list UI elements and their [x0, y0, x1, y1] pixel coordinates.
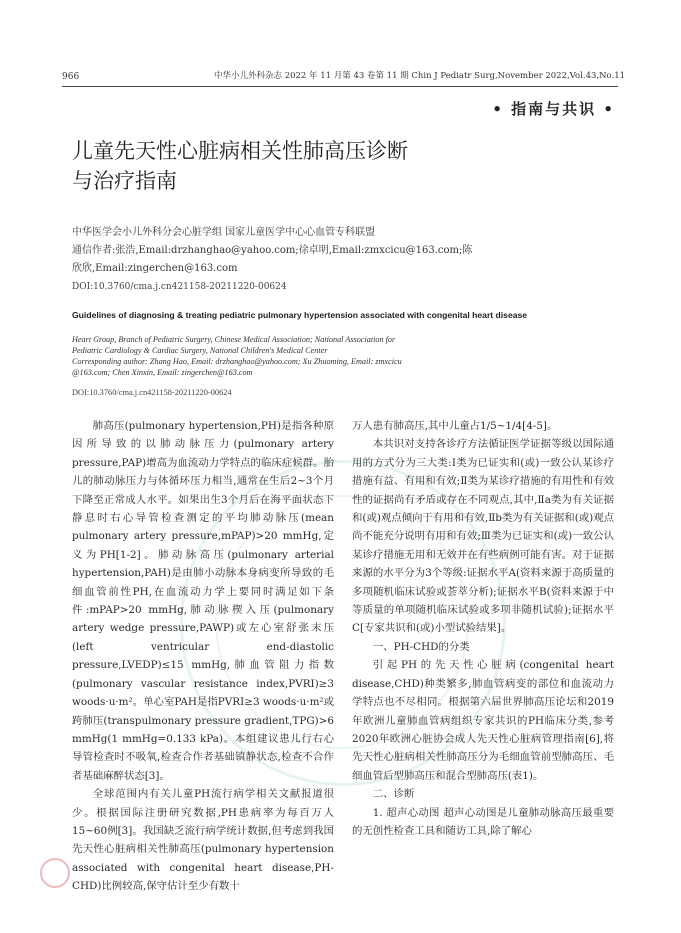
author-groups: 中华医学会小儿外科分会心脏学组 国家儿童医学中心心血管专科联盟	[72, 227, 376, 238]
section-heading: 一、PH-CHD的分类	[372, 640, 470, 653]
english-meta-line-3: Corresponding author: Zhang Hao, Email: drzhanghao@yahoo.com; Xu Zhuoming, Email: zmxcicu	[72, 357, 402, 366]
english-meta-line-1: Heart Group, Branch of Pediatric Surgery, Chinese Medical Association; National Association for	[72, 335, 396, 344]
title-line-1: 儿童先天性心脏病相关性肺高压诊断	[72, 139, 408, 163]
body-column-right	[352, 417, 614, 840]
paragraph: 本共识对支持各诊疗方法循证医学证据等级以国际通用的方式分为三大类:Ⅰ类为已证实和(或)一致公认某诊疗措施有益、有用和有效;Ⅱ类为某诊疗措施的有用性和有效性的证据尚有矛盾或存在不同观点,其中,Ⅱa类为有关证据和(或)观点倾向于有用和有效,Ⅱb类为有关证据和(或)观点尚不能充分说明有用和有效;Ⅲ类为已证实和(或)一致公认某诊疗措施无用和无效并在有些病例可能有害。对于证据来源的水平分为3个等级:证据水平A(资料来源于高质量的多项随机临床试验或荟萃分析);证据水平B(资料来源于中等质量的单项随机临床试验或多项非随机试验);证据水平C[专家共识和(或)小型试验结果]。	[352, 438, 614, 635]
header-rule	[62, 86, 618, 87]
publisher-seal-icon	[40, 858, 70, 888]
paragraph-continued: 万人患有肺高压,其中儿童占1/5~1/4[4-5]。	[352, 420, 558, 432]
body-column-left	[72, 417, 334, 896]
doi-en: DOI:10.3760/cma.j.cn421158-20211220-00624	[72, 388, 232, 397]
journal-header: 中华小儿外科杂志 2022 年 11 月第 43 卷第 11 期 Chin J Pediatr Surg,November 2022,Vol.43,No.11	[214, 71, 626, 81]
title-line-2: 与治疗指南	[72, 169, 177, 193]
page-number: 966	[62, 72, 80, 82]
correspondence-line-1: 通信作者:张浩,Email:drzhanghao@yahoo.com;徐卓明,Email:zmxcicu@163.com;陈	[72, 245, 473, 256]
english-meta-line-2: Pediatric Cardiology & Cardiac Surgery, National Children's Medical Center	[72, 346, 328, 355]
publisher-logo	[40, 858, 190, 884]
article-title	[72, 136, 532, 196]
author-block	[72, 224, 612, 296]
section-tag: • 指南与共识 •	[492, 100, 615, 118]
section-heading: 二、诊断	[372, 788, 415, 801]
paragraph: 肺高压(pulmonary hypertension,PH)是指各种原因所导致的以肺动脉压力(pulmonary artery pressure,PAP)增高为血流动力学特点的临床症候群。胎儿的肺动脉压力与体循环压力相当,通常在生后2~3个月下降至正常成人水平。如果出生3个月后在海平面状态下静息时右心导管检查测定的平均肺动脉压(mean pulmonary artery pressure,mPAP)>20 mmHg,定义为PH[1-2]。肺动脉高压(pulmonary arterial hypertension,PAH)是由肺小动脉本身病变所导致的毛细血管前性PH,在血流动力学上要同时满足如下条件:mPAP>20 mmHg,肺动脉楔入压(pulmonary artery wedge pressure,PAWP)或左心室舒张末压(left ventricular end-diastolic pressure,LVEDP)≤15 mmHg,肺血管阻力指数(pulmonary vascular resistance index,PVRI)≥3 woods·u·m²。单心室PAH是指PVRI≥3 woods·u·m²或跨肺压(transpulmonary pressure gradient,TPG)>6 mmHg(1 mmHg=0.133 kPa)。本组建议患儿行右心导管检查时不吸氧,检查合作者基础镇静状态,检查不合作者基础麻醉状态[3]。	[72, 420, 334, 782]
english-title: Guidelines of diagnosing & treating pediatric pulmonary hypertension associated with congenital heart disease	[72, 310, 528, 320]
paragraph: 全球范围内有关儿童PH流行病学相关文献报道很少。根据国际注册研究数据,PH患病率为每百万人15~60例[3]。我国缺乏流行病学统计数据,但考虑到我国先天性心脏病相关性肺高压(pulmonary hypertension associated with congenital heart disease,PH-CHD)比例较高,保守估计至少有数十	[72, 788, 334, 893]
paragraph: 引起PH的先天性心脏病(congenital heart disease,CHD)种类繁多,肺血管病变的部位和血流动力学特点也不尽相同。根据第六届世界肺高压论坛和2019年欧洲儿童肺血管病组织专家共识的PH临床分类,参考2020年欧洲心脏协会成人先天性心脏病管理指南[6],将先天性心脏病相关性肺高压分为毛细血管前型肺高压、毛细血管后型肺高压和混合型肺高压(表1)。	[352, 659, 614, 782]
correspondence-line-2: 欣欣,Email:zingerchen@163.com	[72, 263, 238, 274]
paragraph: 1. 超声心动图 超声心动图是儿童肺动脉高压最重要的无创性检查工具和随访工具,除了解心	[352, 806, 614, 837]
english-meta	[72, 334, 612, 378]
english-meta-line-4: @163.com; Chen Xinxin, Email: zingerchen@163.com	[72, 368, 253, 377]
doi-cn: DOI:10.3760/cma.j.cn421158-20211220-00624	[72, 282, 287, 292]
